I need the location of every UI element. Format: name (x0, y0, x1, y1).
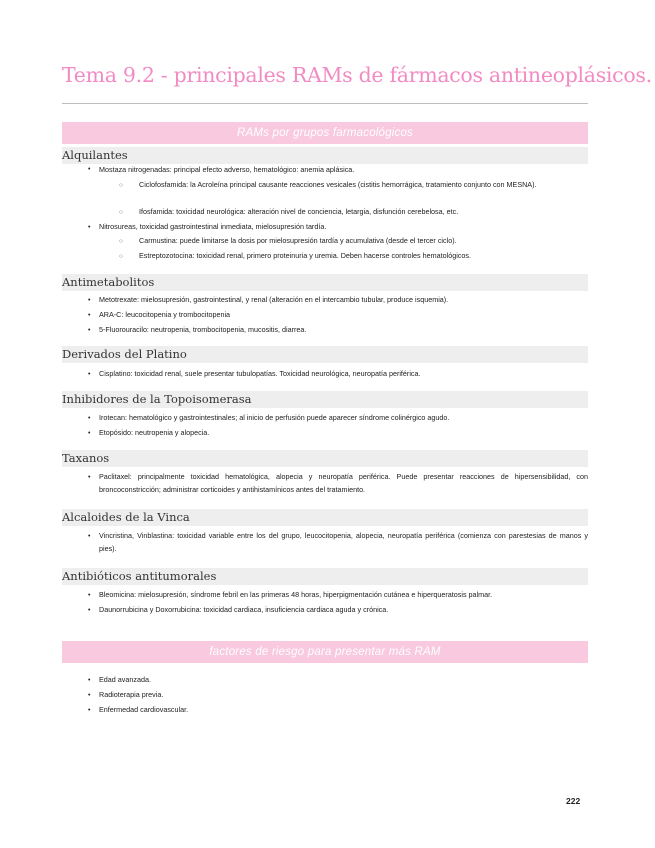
bullet: • (88, 474, 91, 481)
sub-bullet: ○ (119, 238, 123, 245)
list-item: Nitrosureas, toxicidad gastrointestinal inmediata, mielosupresión tardía. (99, 222, 327, 231)
bullet: • (88, 677, 91, 684)
bullet: • (88, 707, 91, 714)
bullet: • (88, 166, 91, 173)
list-item: Paclitaxel: principalmente toxicidad hematológica, alopecia y neuropatía periférica. Puede presentar reacciones de hipersensibilidad, con broncoconstricción; administrar corticoides y antihistamínicos antes del tratamiento. (99, 472, 588, 494)
bullet: • (88, 533, 91, 540)
sub-bullet: ○ (119, 253, 123, 260)
bullet: • (88, 224, 91, 231)
heading-alcaloides-vinca: Alcaloides de la Vinca (62, 509, 588, 526)
list-item: Metotrexate: mielosupresión, gastrointestinal, y renal (alteración en el intercambio tubular, produce isquemia). (99, 295, 449, 304)
bullet: • (88, 415, 91, 422)
sub-bullet: ○ (119, 182, 123, 189)
risk-factor-item: Enfermedad cardiovascular. (99, 705, 189, 714)
page-title: Tema 9.2 - principales RAMs de fármacos antineoplásicos. (62, 63, 652, 87)
risk-factor-item: Radioterapia previa. (99, 690, 164, 699)
list-item: Daunorrubicina y Doxorrubicina: toxicidad cardiaca, insuficiencia cardiaca aguda y crónica. (99, 605, 389, 614)
heading-topoisomerasa: Inhibidores de la Topoisomerasa (62, 391, 588, 408)
heading-taxanos: Taxanos (62, 450, 588, 467)
list-item: Vincristina, Vinblastina: toxicidad variable entre los del grupo, leucocitopenia, alopecia, neuropatía periférica (comienza con parestesias de manos y pies). (99, 531, 588, 553)
list-item: 5-Fluorouracilo: neutropenia, trombocitopenia, mucositis, diarrea. (99, 325, 307, 334)
bullet: • (88, 430, 91, 437)
heading-antibioticos: Antibióticos antitumorales (62, 568, 588, 585)
bullet: • (88, 692, 91, 699)
risk-factor-item: Edad avanzada. (99, 675, 151, 684)
list-item: Mostaza nitrogenadas: principal efecto adverso, hematológico: anemia aplásica. (99, 165, 355, 174)
bullet: • (88, 312, 91, 319)
list-item: Cisplatino: toxicidad renal, suele presentar tubulopatías. Toxicidad neurológica, neuropatía periférica. (99, 369, 421, 378)
list-item: Irotecan: hematológico y gastrointestinales; al inicio de perfusión puede aparecer síndrome colinérgico agudo. (99, 413, 450, 422)
bullet: • (88, 371, 91, 378)
bullet: • (88, 607, 91, 614)
sub-list-item: Ifosfamida: toxicidad neurológica: alteración nivel de conciencia, letargia, disfunción cerebelosa, etc. (139, 207, 459, 216)
section-banner-risk-factors: factores de riesgo para presentar más RAM (62, 641, 588, 663)
section-banner-ram-groups: RAMs por grupos farmacológicos (62, 122, 588, 144)
heading-alquilantes: Alquilantes (62, 147, 588, 164)
bullet: • (88, 297, 91, 304)
list-item: ARA-C: leucocitopenia y trombocitopenia (99, 310, 231, 319)
sub-list-item: Estreptozotocina: toxicidad renal, primero proteinuria y uremia. Deben hacerse controles hematológicos. (139, 251, 471, 260)
list-item: Bleomicina: mielosupresión, síndrome febril en las primeras 48 horas, hiperpigmentación cutánea e hiperqueratosis palmar. (99, 590, 493, 599)
title-divider (62, 103, 588, 104)
heading-antimetabolitos: Antimetabolitos (62, 274, 588, 291)
heading-derivados-platino: Derivados del Platino (62, 346, 588, 363)
sub-list-item: Ciclofosfamida: la Acroleína principal causante reacciones vesicales (cistitis hemorrágica, tratamiento conjunto con MESNA). (139, 180, 537, 189)
sub-list-item: Carmustina: puede limitarse la dosis por mielosupresión tardía y acumulativa (desde el tercer ciclo). (139, 236, 457, 245)
sub-bullet: ○ (119, 209, 123, 216)
bullet: • (88, 327, 91, 334)
list-item: Etopósido: neutropenia y alopecia. (99, 428, 210, 437)
bullet: • (88, 592, 91, 599)
page-number: 222 (566, 796, 581, 806)
